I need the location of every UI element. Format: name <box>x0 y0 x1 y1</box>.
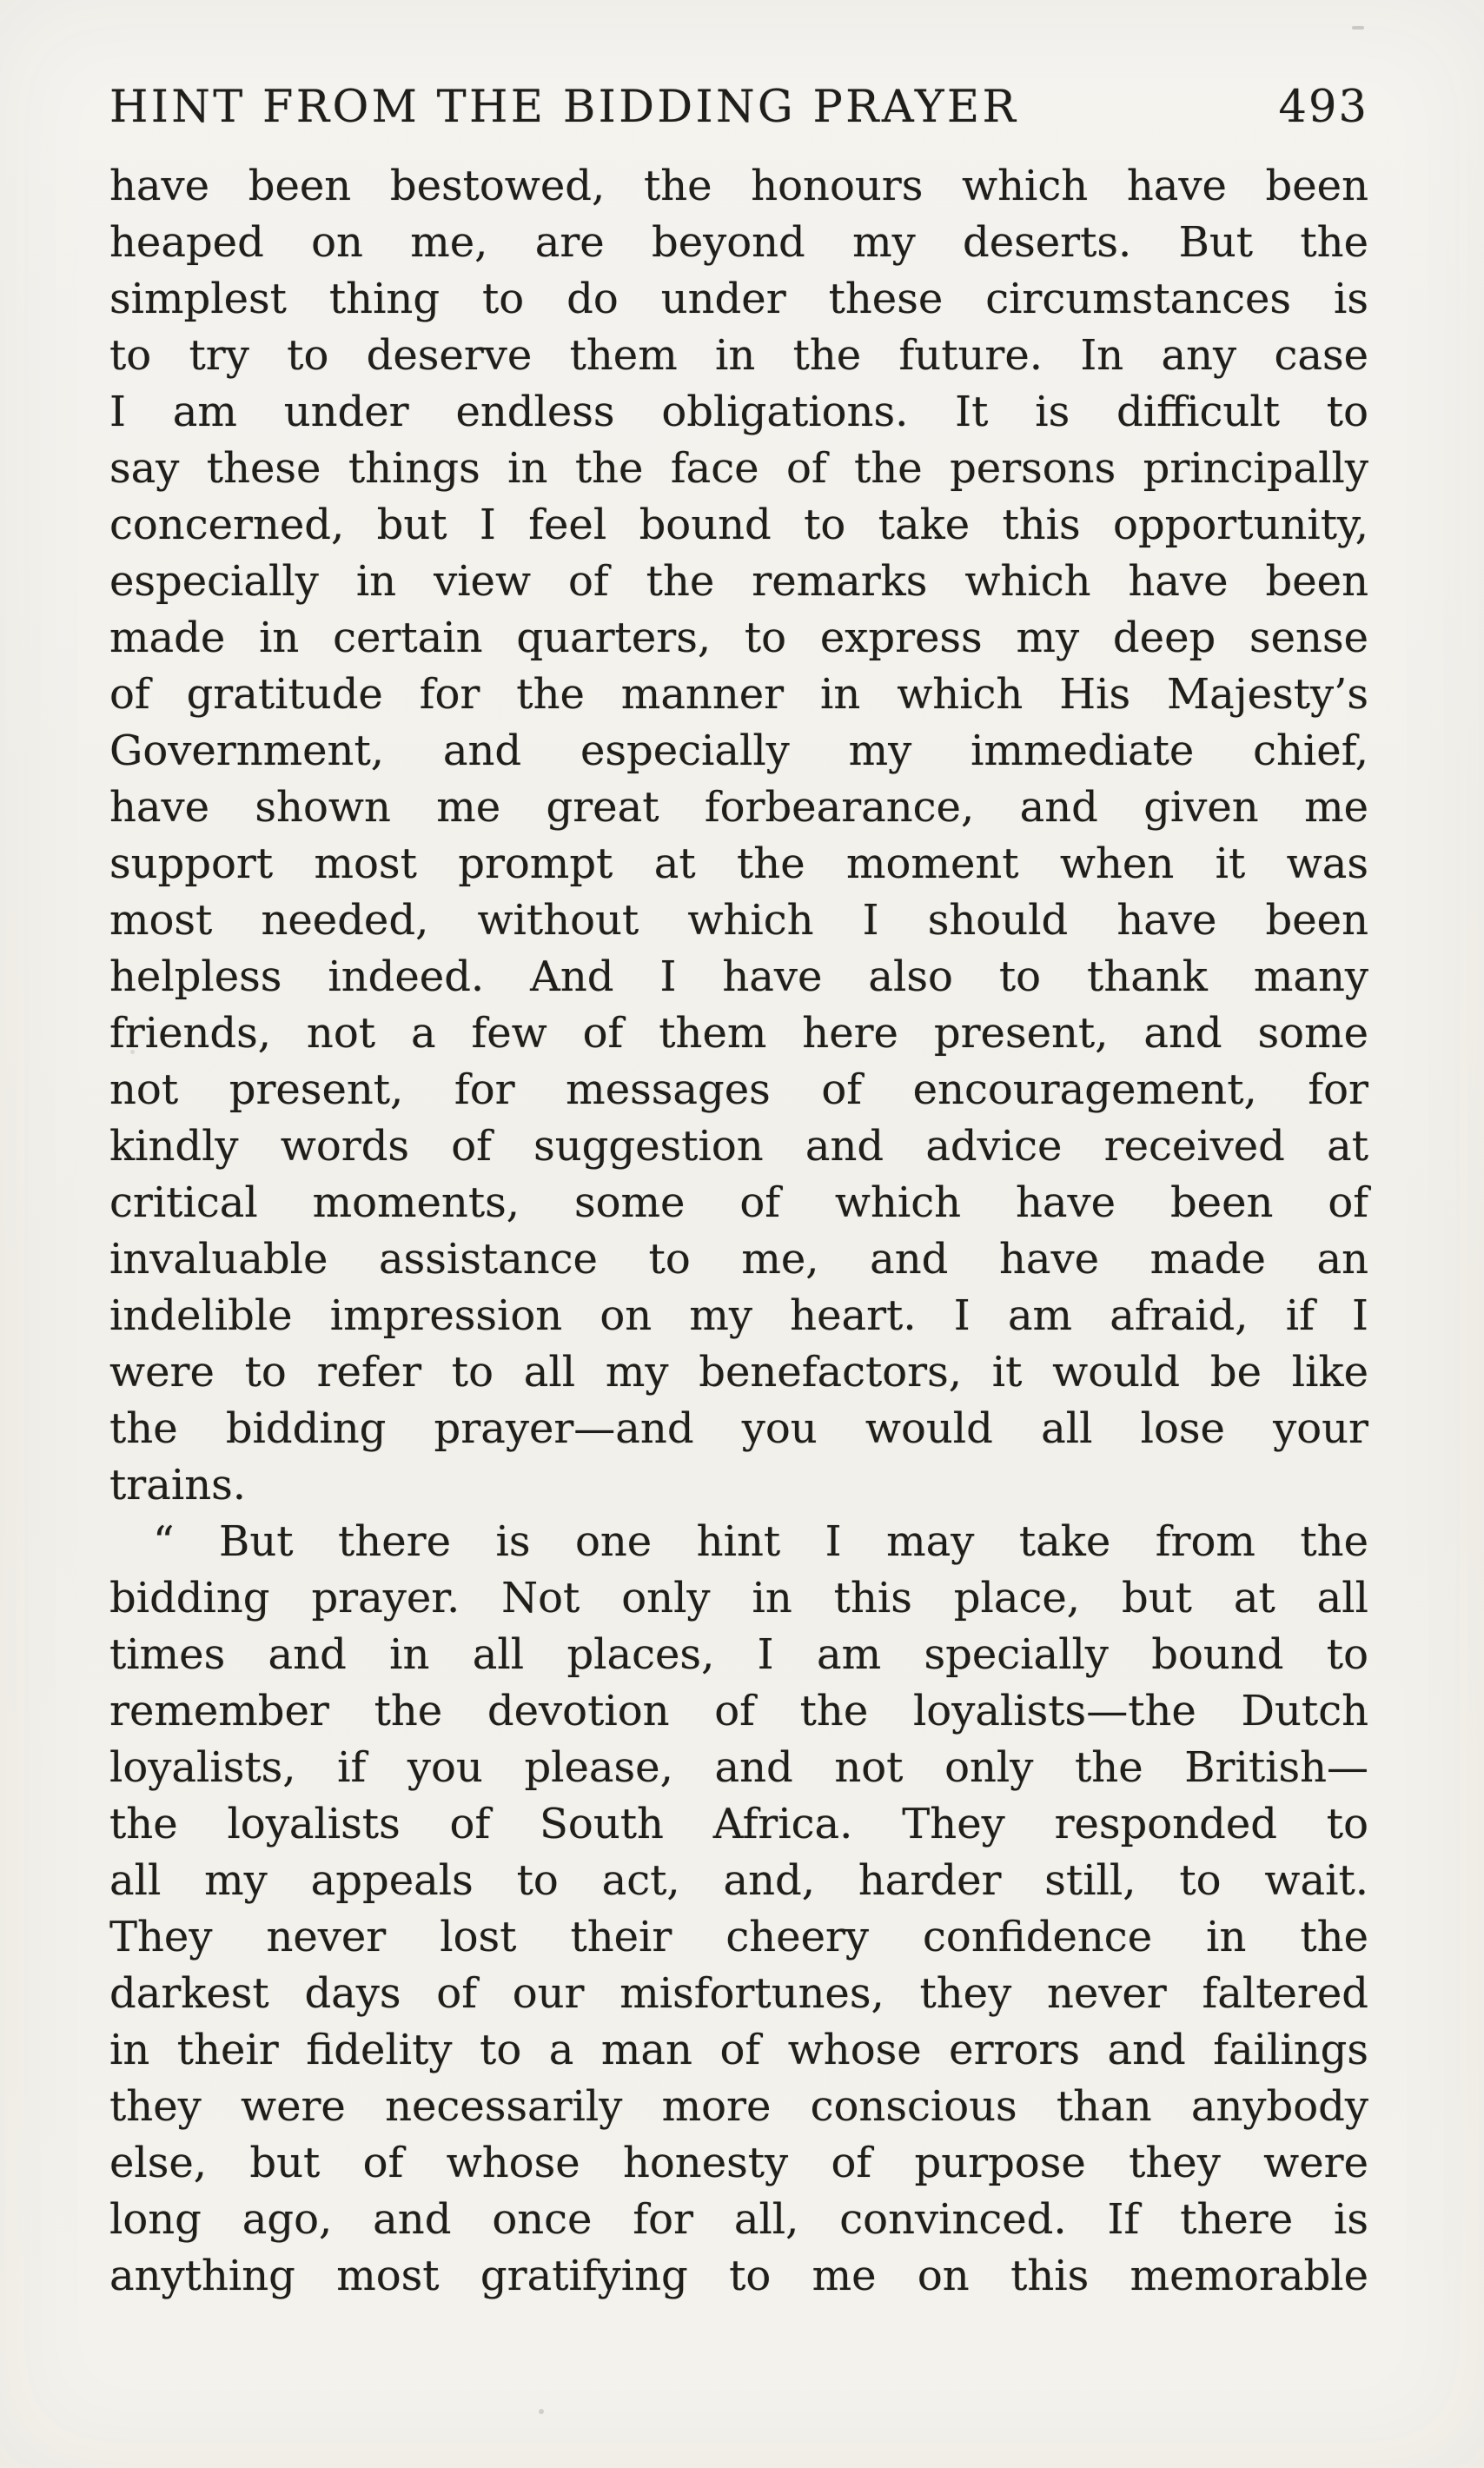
text-line: “ But there is one hint I may take from the <box>153 1517 1368 1567</box>
page-number: 493 <box>1278 82 1368 133</box>
text-line: to try to deserve them in the future. In any case <box>109 331 1368 381</box>
text-line: concerned, but I feel bound to take this opportunity, <box>109 501 1368 550</box>
text-line: darkest days of our misfortunes, they never faltered <box>109 1969 1368 2019</box>
text-line: simplest thing to do under these circumstances is <box>109 275 1368 324</box>
text-line: loyalists, if you please, and not only the British— <box>109 1743 1368 1793</box>
text-line: else, but of whose honesty of purpose they were <box>109 2139 1368 2188</box>
text-line: have been bestowed, the honours which have been <box>109 162 1368 211</box>
text-line: remember the devotion of the loyalists—the Dutch <box>109 1687 1368 1736</box>
paragraph <box>109 158 1368 1514</box>
page-header <box>109 83 1368 132</box>
text-line: have shown me great forbearance, and given me <box>109 783 1368 833</box>
text-line: the loyalists of South Africa. They responded to <box>109 1800 1368 1849</box>
scan-artifact <box>130 1050 135 1054</box>
text-line: support most prompt at the moment when it was <box>109 839 1368 889</box>
text-line: indelible impression on my heart. I am afraid, if I <box>109 1291 1368 1341</box>
text-line: the bidding prayer—and you would all lose your <box>109 1404 1368 1454</box>
text-line: especially in view of the remarks which have been <box>109 557 1368 607</box>
text-line: most needed, without which I should have been <box>109 896 1368 945</box>
text-line: I am under endless obligations. It is difficult to <box>109 388 1368 437</box>
text-line: helpless indeed. And I have also to thank many <box>109 952 1368 1002</box>
paragraph <box>109 1514 1368 2305</box>
text-line: in their fidelity to a man of whose errors and failings <box>109 2026 1368 2075</box>
text-line: say these things in the face of the persons principally <box>109 444 1368 494</box>
text-line: critical moments, some of which have been of <box>109 1178 1368 1228</box>
text-line: times and in all places, I am specially bound to <box>109 1630 1368 1680</box>
text-line: bidding prayer. Not only in this place, but at all <box>109 1574 1368 1623</box>
text-line: Government, and especially my immediate chief, <box>109 726 1368 776</box>
text-line: friends, not a few of them here present, and some <box>109 1009 1368 1058</box>
text-line: anything most gratifying to me on this memorable <box>109 2252 1368 2301</box>
scan-artifact <box>539 2409 544 2414</box>
text-line: They never lost their cheery confidence in the <box>109 1913 1368 1962</box>
text-line: of gratitude for the manner in which His Majesty’s <box>109 670 1368 720</box>
page-body <box>109 158 1368 2305</box>
text-line: not present, for messages of encouragement, for <box>109 1065 1368 1115</box>
text-line: long ago, and once for all, convinced. If there is <box>109 2195 1368 2245</box>
running-head: HINT FROM THE BIDDING PRAYER <box>109 82 1019 133</box>
text-line: made in certain quarters, to express my deep sense <box>109 614 1368 663</box>
text-line: trains. <box>109 1461 247 1510</box>
text-line: heaped on me, are beyond my deserts. But the <box>109 218 1368 268</box>
text-line: kindly words of suggestion and advice received at <box>109 1122 1368 1171</box>
text-line: were to refer to all my benefactors, it would be like <box>109 1348 1368 1397</box>
text-line: all my appeals to act, and, harder still, to wait. <box>109 1856 1368 1906</box>
text-line: invaluable assistance to me, and have made an <box>109 1235 1368 1284</box>
scan-artifact <box>1352 26 1364 30</box>
text-line: they were necessarily more conscious than anybody <box>109 2082 1368 2132</box>
